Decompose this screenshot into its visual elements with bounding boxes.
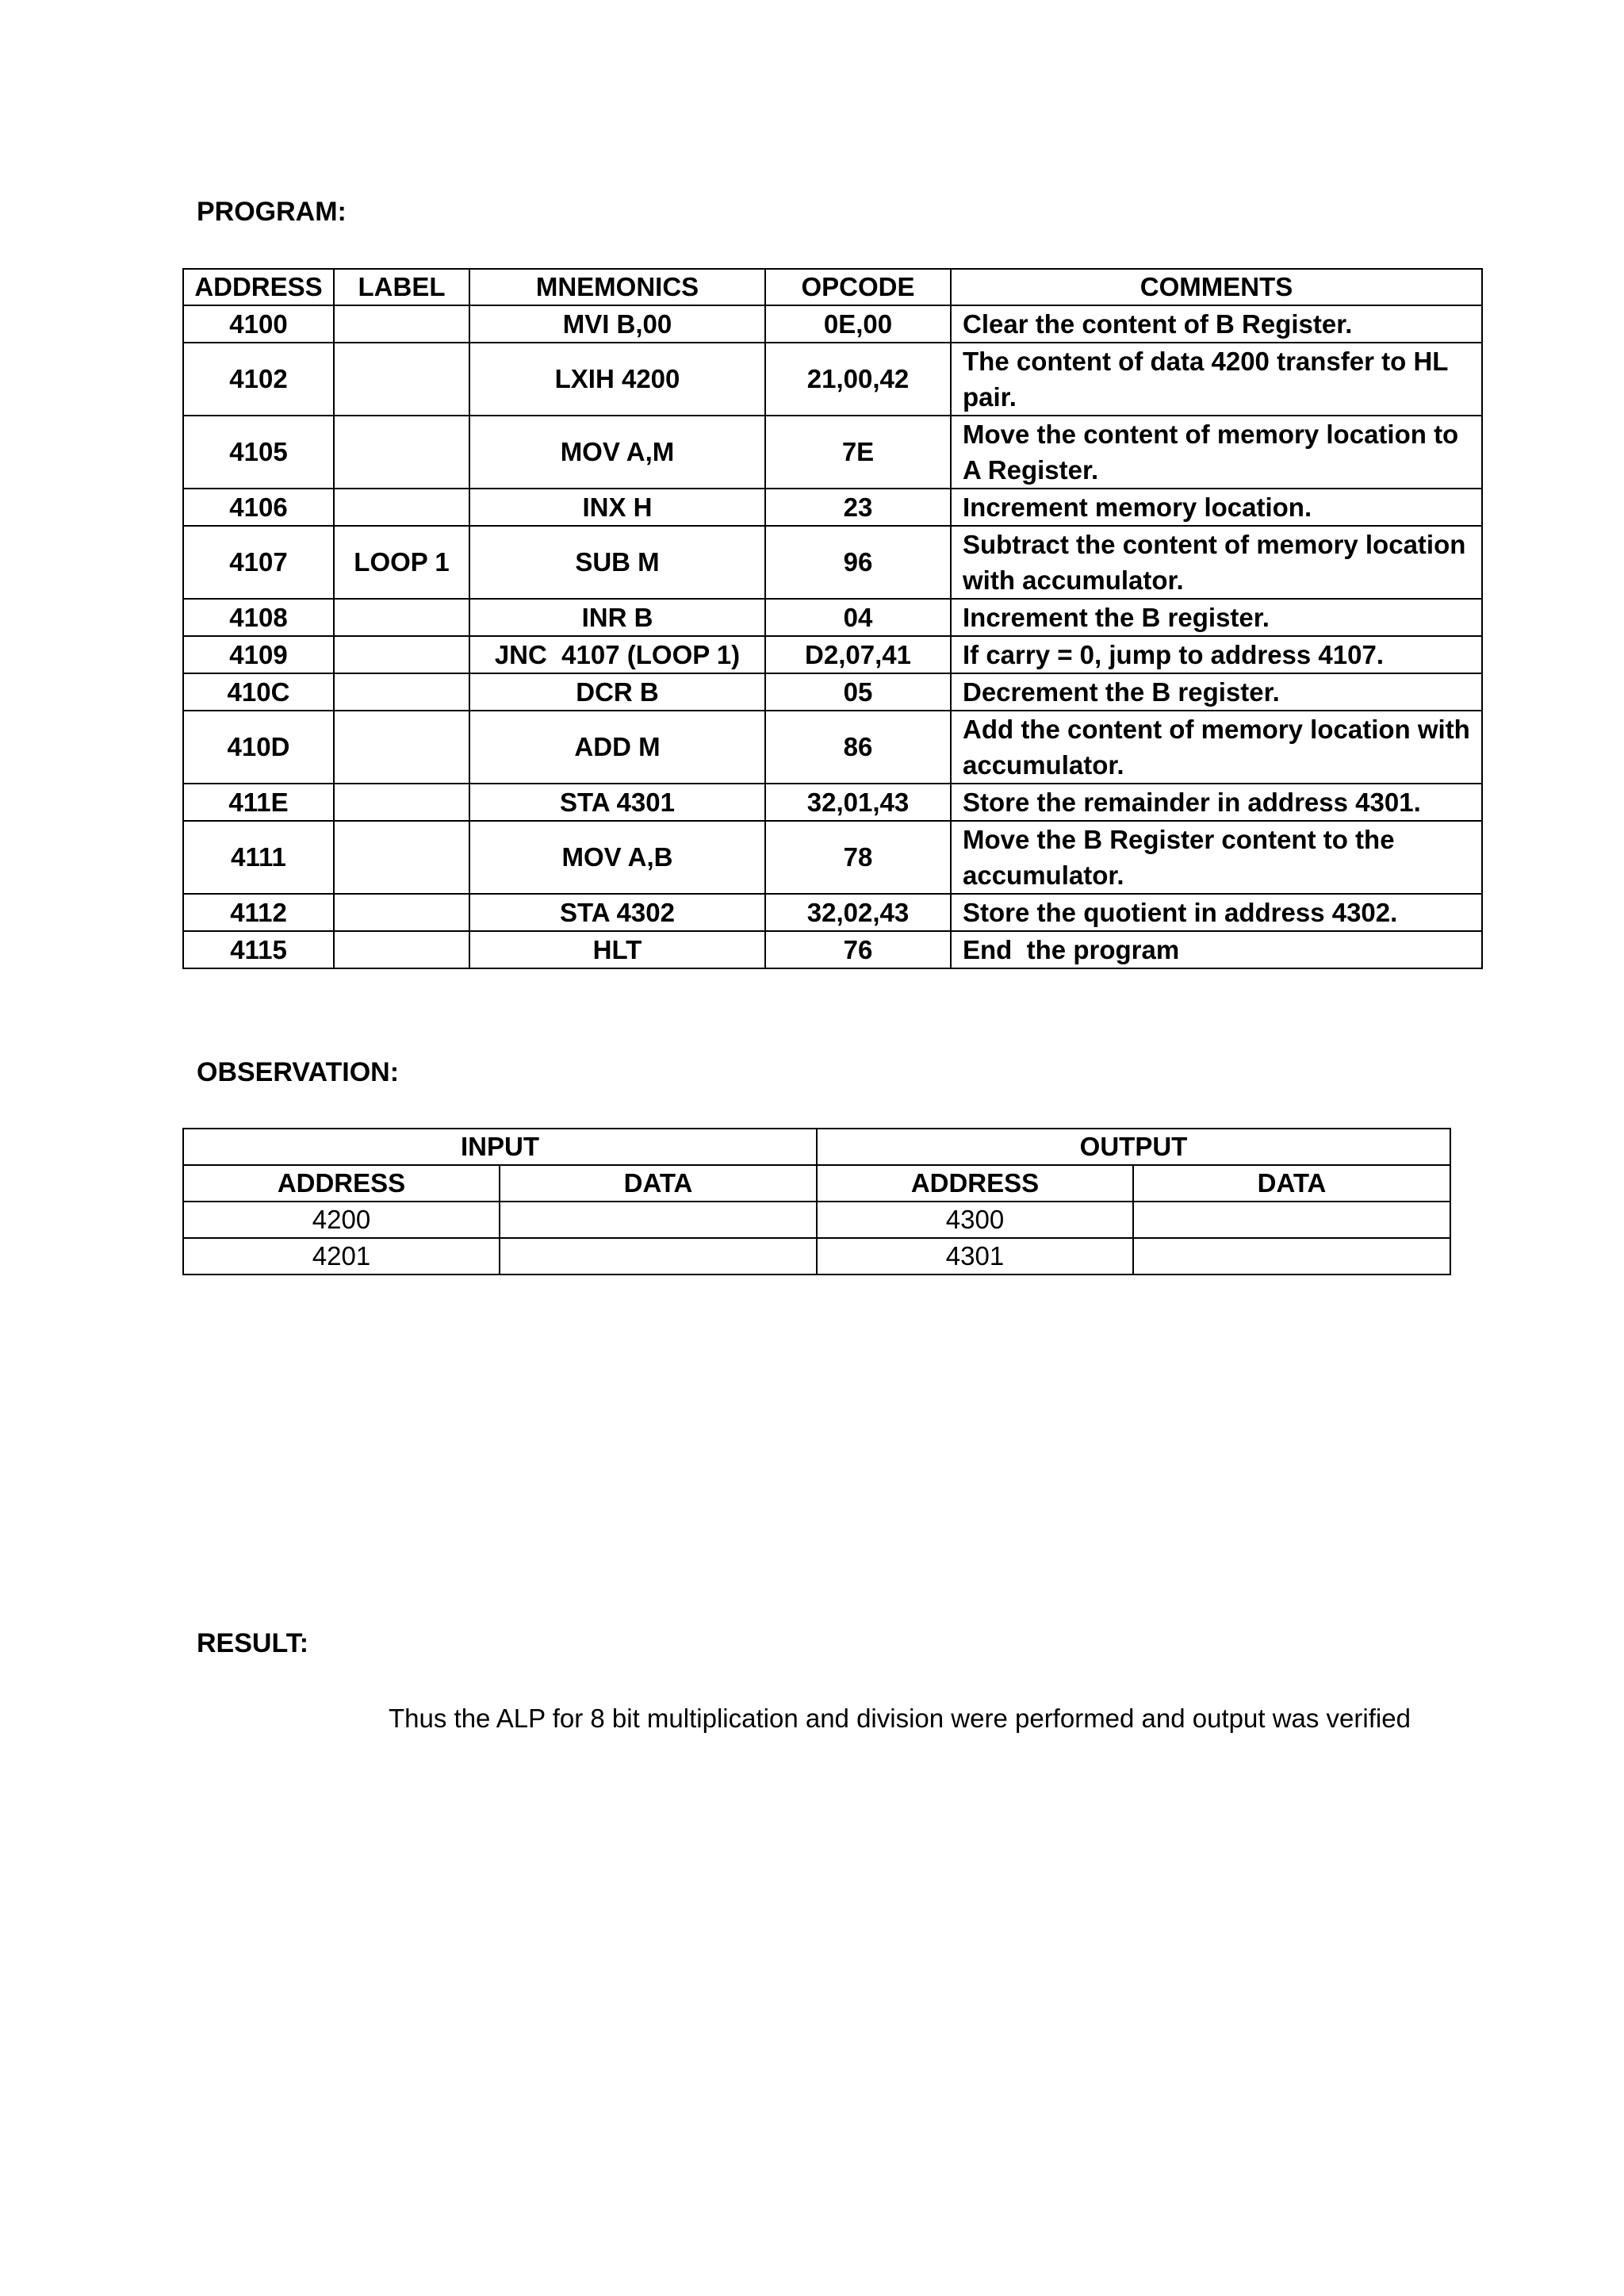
- mnemonic-cell: MOV A,B: [469, 821, 765, 894]
- comment-cell: If carry = 0, jump to address 4107.: [951, 636, 1482, 673]
- table-row: [183, 821, 1482, 894]
- table-row: [183, 416, 1482, 489]
- mnemonic-cell: INX H: [469, 489, 765, 526]
- opcode-cell: 05: [765, 673, 951, 711]
- address-cell: 4109: [183, 636, 334, 673]
- address-cell: 4107: [183, 526, 334, 599]
- label-cell: [334, 416, 469, 489]
- comment-cell: Increment the B register.: [951, 599, 1482, 636]
- column-header-label: LABEL: [334, 269, 469, 305]
- label-cell: [334, 599, 469, 636]
- input-address-cell: 4200: [183, 1202, 500, 1238]
- table-row: [183, 305, 1482, 343]
- table-row: [183, 526, 1482, 599]
- column-header-comments: COMMENTS: [951, 269, 1482, 305]
- table-row: [183, 711, 1482, 784]
- program-table: [182, 268, 1483, 969]
- mnemonic-cell: STA 4301: [469, 784, 765, 821]
- mnemonic-cell: DCR B: [469, 673, 765, 711]
- opcode-cell: 23: [765, 489, 951, 526]
- mnemonic-cell: LXIH 4200: [469, 343, 765, 416]
- address-cell: 4102: [183, 343, 334, 416]
- label-cell: [334, 784, 469, 821]
- comment-cell: Add the content of memory location with accumulator.: [951, 711, 1482, 784]
- result-heading: RESULT:: [197, 1628, 309, 1658]
- output-address-cell: 4301: [817, 1238, 1133, 1274]
- column-header-input-data: DATA: [500, 1165, 817, 1202]
- mnemonic-cell: SUB M: [469, 526, 765, 599]
- label-cell: [334, 821, 469, 894]
- column-header-output-address: ADDRESS: [817, 1165, 1133, 1202]
- opcode-cell: 32,02,43: [765, 894, 951, 931]
- comment-cell: Decrement the B register.: [951, 673, 1482, 711]
- label-cell: [334, 931, 469, 968]
- column-header-input-address: ADDRESS: [183, 1165, 500, 1202]
- mnemonic-cell: ADD M: [469, 711, 765, 784]
- observation-group-row: [183, 1129, 1450, 1165]
- address-cell: 4112: [183, 894, 334, 931]
- result-text: Thus the ALP for 8 bit multiplication and division were performed and output was verified: [389, 1704, 1411, 1733]
- output-address-cell: 4300: [817, 1202, 1133, 1238]
- address-cell: 4115: [183, 931, 334, 968]
- label-cell: [334, 489, 469, 526]
- table-row: [183, 636, 1482, 673]
- input-group-header: INPUT: [183, 1129, 817, 1165]
- comment-cell: Move the content of memory location to A Register.: [951, 416, 1482, 489]
- comment-cell: The content of data 4200 transfer to HL pair.: [951, 343, 1482, 416]
- comment-cell: Move the B Register content to the accumulator.: [951, 821, 1482, 894]
- comment-cell: End the program: [951, 931, 1482, 968]
- address-cell: 410D: [183, 711, 334, 784]
- label-cell: [334, 636, 469, 673]
- address-cell: 411E: [183, 784, 334, 821]
- column-header-output-data: DATA: [1133, 1165, 1450, 1202]
- mnemonic-cell: HLT: [469, 931, 765, 968]
- table-row: [183, 599, 1482, 636]
- table-row: [183, 1238, 1450, 1274]
- output-data-cell: [1133, 1202, 1450, 1238]
- mnemonic-cell: MOV A,M: [469, 416, 765, 489]
- comment-cell: Increment memory location.: [951, 489, 1482, 526]
- column-header-opcode: OPCODE: [765, 269, 951, 305]
- table-row: [183, 489, 1482, 526]
- comment-cell: Store the quotient in address 4302.: [951, 894, 1482, 931]
- opcode-cell: 0E,00: [765, 305, 951, 343]
- label-cell: [334, 711, 469, 784]
- comment-cell: Subtract the content of memory location with accumulator.: [951, 526, 1482, 599]
- opcode-cell: 21,00,42: [765, 343, 951, 416]
- opcode-cell: 32,01,43: [765, 784, 951, 821]
- program-header-row: [183, 269, 1482, 305]
- label-cell: LOOP 1: [334, 526, 469, 599]
- mnemonic-cell: JNC 4107 (LOOP 1): [469, 636, 765, 673]
- address-cell: 4100: [183, 305, 334, 343]
- label-cell: [334, 343, 469, 416]
- address-cell: 4106: [183, 489, 334, 526]
- opcode-cell: 04: [765, 599, 951, 636]
- label-cell: [334, 305, 469, 343]
- opcode-cell: 96: [765, 526, 951, 599]
- table-row: [183, 343, 1482, 416]
- observation-header-row: [183, 1165, 1450, 1202]
- table-row: [183, 784, 1482, 821]
- table-row: [183, 673, 1482, 711]
- column-header-address: ADDRESS: [183, 269, 334, 305]
- observation-heading: OBSERVATION:: [197, 1057, 400, 1087]
- program-heading: PROGRAM:: [197, 197, 347, 227]
- comment-cell: Store the remainder in address 4301.: [951, 784, 1482, 821]
- opcode-cell: 76: [765, 931, 951, 968]
- label-cell: [334, 673, 469, 711]
- address-cell: 4105: [183, 416, 334, 489]
- table-row: [183, 1202, 1450, 1238]
- column-header-mnemonics: MNEMONICS: [469, 269, 765, 305]
- output-group-header: OUTPUT: [817, 1129, 1450, 1165]
- observation-table: [182, 1128, 1451, 1275]
- address-cell: 410C: [183, 673, 334, 711]
- output-data-cell: [1133, 1238, 1450, 1274]
- comment-cell: Clear the content of B Register.: [951, 305, 1482, 343]
- opcode-cell: D2,07,41: [765, 636, 951, 673]
- input-data-cell: [500, 1238, 817, 1274]
- label-cell: [334, 894, 469, 931]
- input-address-cell: 4201: [183, 1238, 500, 1274]
- mnemonic-cell: INR B: [469, 599, 765, 636]
- mnemonic-cell: STA 4302: [469, 894, 765, 931]
- opcode-cell: 78: [765, 821, 951, 894]
- address-cell: 4108: [183, 599, 334, 636]
- table-row: [183, 894, 1482, 931]
- mnemonic-cell: MVI B,00: [469, 305, 765, 343]
- address-cell: 4111: [183, 821, 334, 894]
- table-row: [183, 931, 1482, 968]
- opcode-cell: 7E: [765, 416, 951, 489]
- input-data-cell: [500, 1202, 817, 1238]
- opcode-cell: 86: [765, 711, 951, 784]
